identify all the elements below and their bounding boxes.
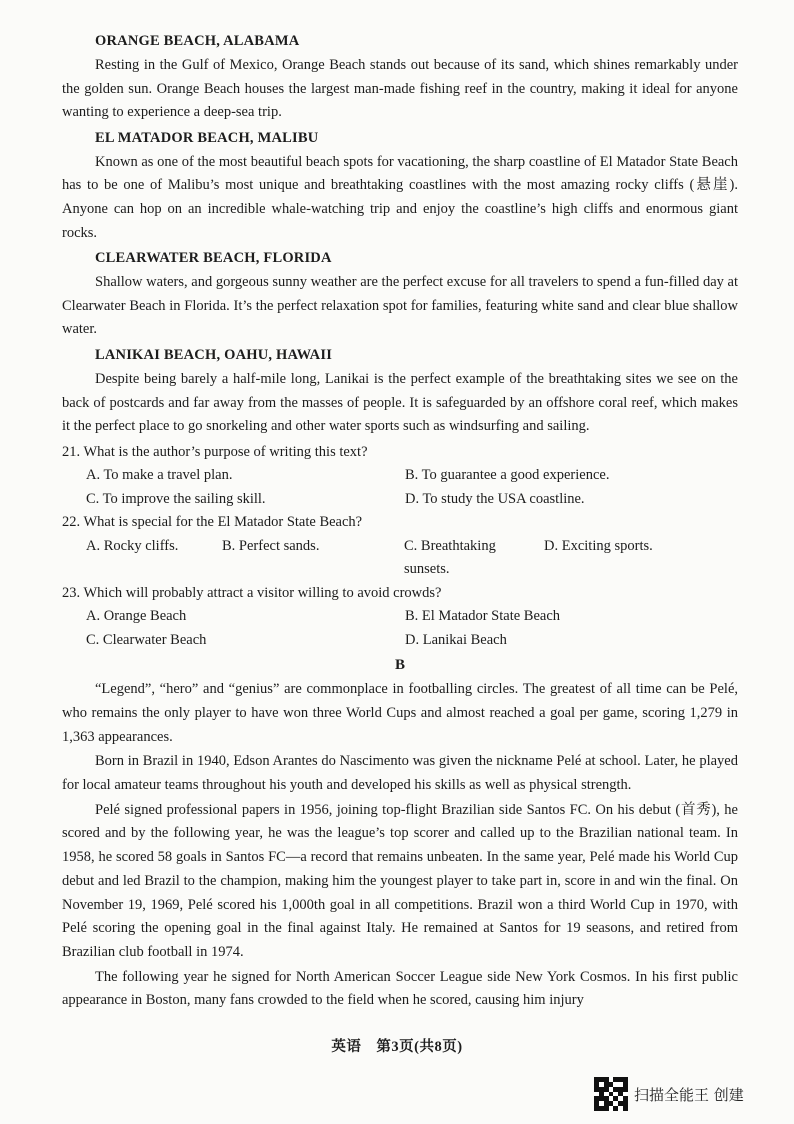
question-23-options [62, 605, 738, 652]
q23-option-a: A. Orange Beach [86, 608, 187, 625]
exam-page [62, 30, 738, 1014]
scanner-watermark [594, 1077, 744, 1111]
beach-body-4: Despite being barely a half-mile long, Lanikai is the perfect example of the breathtaking sites we see on the back of postcards and far away from the masses of people. It is safeguarded by an offshore coral reef, which makes it the perfect place to go snorkeling and other water sports such as windsurfing and sailing. [62, 370, 738, 435]
q21-option-a: A. To make a travel plan. [86, 467, 233, 484]
section-b-letter: B [394, 657, 405, 674]
question-22-options [62, 535, 738, 582]
watermark-text: 扫描全能王 创建 [634, 1085, 744, 1104]
beach-body-1: Resting in the Gulf of Mexico, Orange Beach stands out because of its sand, which shines remarkably under the golden sun. Orange Beach houses the largest man-made fishing reef in the country, making it ideal for anyone wanting to experience a deep-sea trip. [62, 57, 738, 121]
q21-option-c: C. To improve the sailing skill. [86, 490, 266, 507]
q22-option-a: A. Rocky cliffs. [86, 537, 179, 554]
pele-paragraph-1: “Legend”, “hero” and “genius” are commonplace in footballing circles. The greatest of all time can be Pelé, who remains the only player to have won three World Cups and almost reached a goal per game, scoring 1,279 in 1,363 appearances. [62, 681, 738, 745]
q23-option-c: C. Clearwater Beach [86, 631, 207, 648]
question-21-options [62, 464, 738, 511]
beach-heading-2: EL MATADOR BEACH, MALIBU [95, 129, 319, 146]
pele-paragraph-4: The following year he signed for North American Soccer League side New York Cosmos. In his first public appearance in Boston, many fans crowded to the field when he scored, causing him injury [62, 968, 738, 1009]
beach-heading-1: ORANGE BEACH, ALABAMA [95, 33, 300, 49]
beach-heading-4: LANIKAI BEACH, OAHU, HAWAII [95, 346, 333, 363]
q23-option-d: D. Lanikai Beach [405, 631, 507, 648]
question-21: 21. What is the author’s purpose of writing this text? [62, 443, 368, 460]
q22-option-d: D. Exciting sports. [544, 537, 653, 554]
q22-option-b: B. Perfect sands. [222, 537, 320, 554]
beach-body-2: Known as one of the most beautiful beach spots for vacationing, the sharp coastline of El Matador State Beach has to be one of Malibu’s most unique and breathtaking coastlines with the most amazing rocky cliffs (悬崖). Anyone can hop on an incredible whale-watching trip and enjoy the coastline’s high cliffs and enormous giant rocks. [62, 153, 738, 241]
page-footer: 英语 第3页(共8页) [331, 1039, 463, 1055]
pele-paragraph-2: Born in Brazil in 1940, Edson Arantes do Nascimento was given the nickname Pelé at school. Later, he played for local amateur teams throughout his youth and developed his skills as well as physical strength. [62, 753, 738, 794]
question-22: 22. What is special for the El Matador State Beach? [62, 514, 363, 531]
question-23: 23. Which will probably attract a visitor willing to avoid crowds? [62, 584, 442, 601]
q23-option-b: B. El Matador State Beach [405, 608, 561, 625]
pele-paragraph-3: Pelé signed professional papers in 1956, joining top-flight Brazilian side Santos FC. On his debut (首秀), he scored and by the following year, he was the league’s top scorer and called up to the Brazilian national team. In 1958, he scored 58 goals in Santos FC—a record that remains unbeaten. In the same year, Pelé made his World Cup debut and led Brazil to the champion, making him the youngest player to take part in, score in and win the final. On November 19, 1969, Pelé scored his 1,000th goal in all competitions. Brazil won a third World Cup in 1970, with Pelé scoring the opening goal in the final against Italy. He remained at Santos for 19 seasons, and retired from Brazilian club football in 1974. [62, 801, 738, 960]
qr-code-icon [594, 1077, 628, 1111]
beach-heading-3: CLEARWATER BEACH, FLORIDA [95, 250, 332, 267]
beach-body-3: Shallow waters, and gorgeous sunny weather are the perfect excuse for all travelers to spend a fun-filled day at Clearwater Beach in Florida. It’s the perfect relaxation spot for families, featuring white sand and clear blue shallow water. [62, 274, 738, 338]
q21-option-d: D. To study the USA coastline. [405, 490, 585, 507]
q21-option-b: B. To guarantee a good experience. [405, 467, 610, 484]
q22-option-c: C. Breathtaking sunsets. [404, 537, 496, 578]
